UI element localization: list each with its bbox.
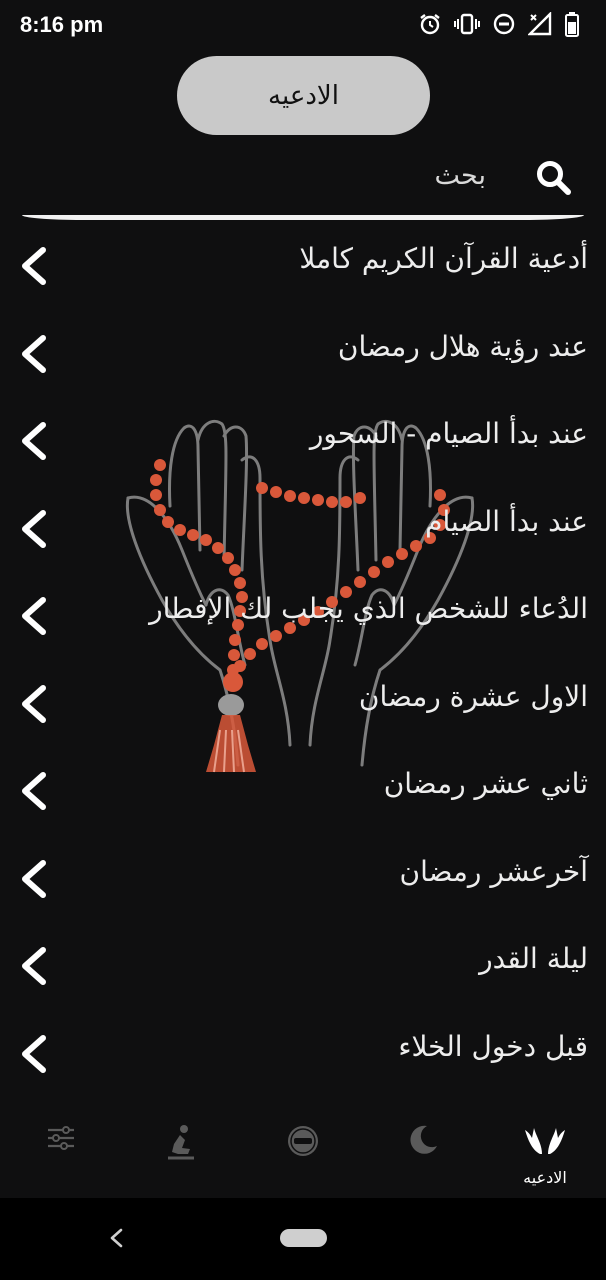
bottom-nav xyxy=(0,1110,606,1198)
list-item[interactable] xyxy=(0,660,606,748)
nav-duas-label[interactable]: الادعيه xyxy=(523,1168,567,1187)
page-title-pill xyxy=(177,56,430,135)
alarm-icon xyxy=(418,12,442,36)
list-item[interactable] xyxy=(0,922,606,1010)
list-item-label[interactable]: قبل دخول الخلاء xyxy=(398,1029,588,1063)
list-item-label[interactable]: عند بدأ الصيام - السحور xyxy=(309,417,588,450)
signal-icon xyxy=(528,12,552,36)
search-icon[interactable] xyxy=(534,158,574,198)
chevron-left-icon[interactable] xyxy=(16,859,50,899)
chevron-left-icon[interactable] xyxy=(16,596,50,636)
chevron-left-icon[interactable] xyxy=(16,421,50,461)
sunnah-badge-icon[interactable] xyxy=(286,1124,320,1158)
list-item-label[interactable]: عند رؤية هلال رمضان xyxy=(337,329,588,363)
chevron-left-icon[interactable] xyxy=(16,771,50,811)
crescent-moon-icon[interactable] xyxy=(407,1124,439,1156)
list-item[interactable] xyxy=(0,222,606,310)
list-item-label[interactable]: ثاني عشر رمضان xyxy=(383,767,588,800)
nav-prayer[interactable] xyxy=(136,1120,226,1196)
chevron-left-icon[interactable] xyxy=(16,246,50,286)
system-nav-bar xyxy=(0,1198,606,1280)
list-item[interactable] xyxy=(0,1010,606,1098)
list-item-label[interactable]: آخرعشر رمضان xyxy=(399,854,588,888)
status-bar xyxy=(0,0,606,50)
chevron-left-icon[interactable] xyxy=(16,684,50,724)
chevron-left-icon[interactable] xyxy=(16,334,50,374)
nav-sunnah[interactable] xyxy=(258,1120,348,1196)
system-home-pill[interactable] xyxy=(280,1229,327,1247)
list-item-label[interactable]: عند بدأ الصيام xyxy=(425,504,588,538)
nav-ramadan[interactable] xyxy=(378,1120,468,1196)
praying-hands-icon[interactable] xyxy=(522,1124,568,1158)
status-icons xyxy=(418,11,580,37)
page-title: الادعيه xyxy=(268,80,339,111)
chevron-left-icon[interactable] xyxy=(16,509,50,549)
search-underline xyxy=(22,215,584,220)
list-item-label[interactable]: الدُعاء للشخص الذي يجلب لك الإفطار xyxy=(149,592,588,625)
nav-duas[interactable] xyxy=(500,1120,590,1196)
list-item-label[interactable]: ليلة القدر xyxy=(479,942,588,975)
prayer-icon[interactable] xyxy=(166,1124,196,1160)
search-label[interactable]: بحث xyxy=(434,160,486,191)
chevron-left-icon[interactable] xyxy=(16,946,50,986)
chevron-left-icon[interactable] xyxy=(16,1034,50,1074)
search-bar[interactable] xyxy=(22,150,584,220)
list-item[interactable] xyxy=(0,835,606,923)
nav-settings[interactable] xyxy=(16,1120,106,1196)
list-item[interactable] xyxy=(0,572,606,660)
list-item-label[interactable]: الاول عشرة رمضان xyxy=(358,679,588,713)
list-item[interactable] xyxy=(0,397,606,485)
battery-icon xyxy=(564,11,580,37)
do-not-disturb-icon xyxy=(492,12,516,36)
dua-list xyxy=(0,222,606,1097)
list-item-label[interactable]: أدعية القرآن الكريم كاملا xyxy=(299,242,588,275)
list-item[interactable] xyxy=(0,310,606,398)
list-item[interactable] xyxy=(0,485,606,573)
vibrate-icon xyxy=(454,12,480,36)
status-time: 8:16 pm xyxy=(20,12,104,37)
system-back-icon[interactable] xyxy=(108,1228,126,1248)
settings-sliders-icon[interactable] xyxy=(46,1124,76,1152)
list-item[interactable] xyxy=(0,747,606,835)
